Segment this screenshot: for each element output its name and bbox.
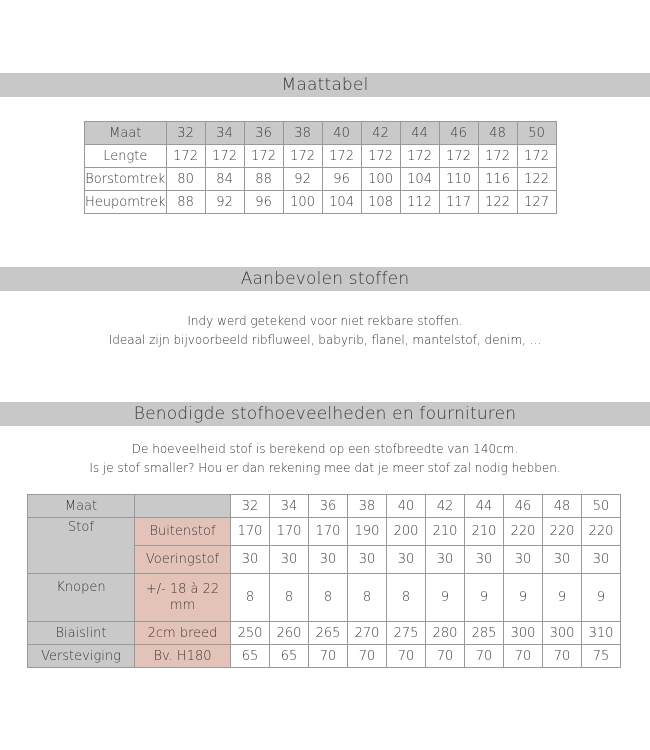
table-cell: 300 (504, 622, 543, 645)
row-sublabel: Buitenstof (135, 518, 231, 546)
table-cell: 88 (244, 168, 283, 191)
size-header: 50 (517, 122, 556, 145)
materials-header-label: Maat (28, 495, 135, 518)
table-cell: 92 (283, 168, 322, 191)
table-cell: 172 (517, 145, 556, 168)
table-cell: 112 (400, 191, 439, 214)
text-line: Indy werd getekend voor niet rekbare stoffen. (187, 314, 463, 328)
table-cell: 170 (270, 518, 309, 546)
table-cell: 8 (231, 574, 270, 622)
section-title-stofhoeveelheden: Benodigde stofhoeveelheden en fournituren (0, 402, 650, 426)
table-cell: 122 (478, 191, 517, 214)
size-header: 50 (582, 495, 621, 518)
table-cell: 172 (322, 145, 361, 168)
table-cell: 275 (387, 622, 426, 645)
table-cell: 30 (426, 546, 465, 574)
table-cell: 210 (465, 518, 504, 546)
size-table-header-label: Maat (85, 122, 167, 145)
table-row (85, 191, 557, 214)
table-cell: 8 (270, 574, 309, 622)
table-cell: 104 (322, 191, 361, 214)
size-header: 40 (322, 122, 361, 145)
row-label: Heupomtrek (85, 191, 167, 214)
table-cell: 260 (270, 622, 309, 645)
size-header: 46 (504, 495, 543, 518)
table-cell: 200 (387, 518, 426, 546)
size-header: 36 (309, 495, 348, 518)
table-cell: 280 (426, 622, 465, 645)
table-cell: 100 (361, 168, 400, 191)
size-header: 38 (348, 495, 387, 518)
table-cell: 9 (582, 574, 621, 622)
table-cell: 110 (439, 168, 478, 191)
table-cell: 30 (543, 546, 582, 574)
section-title-maattabel: Maattabel (0, 73, 650, 97)
table-cell: 96 (244, 191, 283, 214)
table-cell: 9 (426, 574, 465, 622)
table-cell: 30 (582, 546, 621, 574)
table-cell: 190 (348, 518, 387, 546)
table-cell: 70 (543, 645, 582, 668)
table-cell: 30 (504, 546, 543, 574)
table-cell: 172 (400, 145, 439, 168)
size-header: 42 (426, 495, 465, 518)
table-cell: 30 (270, 546, 309, 574)
table-row (28, 645, 621, 668)
materials-header-row (28, 495, 621, 518)
section-title-aanbevolen-stoffen: Aanbevolen stoffen (0, 267, 650, 291)
table-cell: 100 (283, 191, 322, 214)
table-cell: 310 (582, 622, 621, 645)
table-cell: 9 (543, 574, 582, 622)
table-cell: 88 (166, 191, 205, 214)
table-cell: 127 (517, 191, 556, 214)
table-cell: 172 (478, 145, 517, 168)
row-sublabel: Voeringstof (135, 546, 231, 574)
table-cell: 96 (322, 168, 361, 191)
table-cell: 172 (244, 145, 283, 168)
table-cell: 30 (465, 546, 504, 574)
table-cell: 70 (309, 645, 348, 668)
table-cell: 170 (309, 518, 348, 546)
table-cell: 285 (465, 622, 504, 645)
table-cell: 122 (517, 168, 556, 191)
table-cell: 270 (348, 622, 387, 645)
table-cell: 300 (543, 622, 582, 645)
table-row (85, 168, 557, 191)
table-cell: 172 (205, 145, 244, 168)
table-cell: 250 (231, 622, 270, 645)
table-cell: 104 (400, 168, 439, 191)
text-line: Is je stof smaller? Hou er dan rekening mee dat je meer stof zal nodig hebben. (89, 461, 561, 475)
table-cell: 172 (283, 145, 322, 168)
row-label-stof: Stof (28, 518, 135, 574)
size-header: 32 (166, 122, 205, 145)
materials-table (27, 494, 621, 668)
table-cell: 9 (465, 574, 504, 622)
row-sublabel: +/- 18 à 22 mm (135, 574, 231, 622)
table-cell: 220 (504, 518, 543, 546)
table-cell: 70 (387, 645, 426, 668)
row-label-knopen: Knopen (28, 574, 135, 622)
table-cell: 80 (166, 168, 205, 191)
table-cell: 220 (543, 518, 582, 546)
table-cell: 8 (348, 574, 387, 622)
materials-header-blank (135, 495, 231, 518)
table-cell: 220 (582, 518, 621, 546)
size-table (84, 121, 557, 214)
text-line: Ideaal zijn bijvoorbeeld ribfluweel, babyrib, flanel, mantelstof, denim, ... (108, 333, 542, 347)
row-label: Lengte (85, 145, 167, 168)
table-row (28, 518, 621, 546)
table-cell: 8 (309, 574, 348, 622)
table-cell: 172 (166, 145, 205, 168)
size-header: 44 (400, 122, 439, 145)
table-cell: 65 (270, 645, 309, 668)
table-cell: 108 (361, 191, 400, 214)
table-cell: 265 (309, 622, 348, 645)
size-header: 48 (543, 495, 582, 518)
size-header: 48 (478, 122, 517, 145)
table-cell: 30 (348, 546, 387, 574)
table-cell: 70 (426, 645, 465, 668)
row-label-versteviging: Versteviging (28, 645, 135, 668)
table-cell: 30 (387, 546, 426, 574)
size-table-header-row (85, 122, 557, 145)
size-header: 46 (439, 122, 478, 145)
size-header: 34 (205, 122, 244, 145)
text-line: De hoeveelheid stof is berekend op een stofbreedte van 140cm. (131, 442, 519, 456)
row-sublabel: Bv. H180 (135, 645, 231, 668)
table-cell: 117 (439, 191, 478, 214)
table-cell: 172 (439, 145, 478, 168)
table-cell: 92 (205, 191, 244, 214)
table-row (28, 574, 621, 622)
size-header: 38 (283, 122, 322, 145)
table-cell: 210 (426, 518, 465, 546)
fabric-recommendation-text (0, 312, 650, 350)
row-sublabel: 2cm breed (135, 622, 231, 645)
table-row (28, 622, 621, 645)
size-header: 42 (361, 122, 400, 145)
size-header: 34 (270, 495, 309, 518)
table-row (85, 145, 557, 168)
table-cell: 8 (387, 574, 426, 622)
row-label-biaislint: Biaislint (28, 622, 135, 645)
table-cell: 30 (309, 546, 348, 574)
table-cell: 65 (231, 645, 270, 668)
size-header: 32 (231, 495, 270, 518)
table-cell: 84 (205, 168, 244, 191)
size-header: 40 (387, 495, 426, 518)
fabric-width-note (0, 440, 650, 478)
table-cell: 75 (582, 645, 621, 668)
table-cell: 170 (231, 518, 270, 546)
table-cell: 116 (478, 168, 517, 191)
size-header: 36 (244, 122, 283, 145)
row-label: Borstomtrek (85, 168, 167, 191)
table-cell: 30 (231, 546, 270, 574)
table-cell: 70 (465, 645, 504, 668)
size-header: 44 (465, 495, 504, 518)
table-cell: 70 (348, 645, 387, 668)
table-cell: 9 (504, 574, 543, 622)
table-cell: 172 (361, 145, 400, 168)
table-cell: 70 (504, 645, 543, 668)
